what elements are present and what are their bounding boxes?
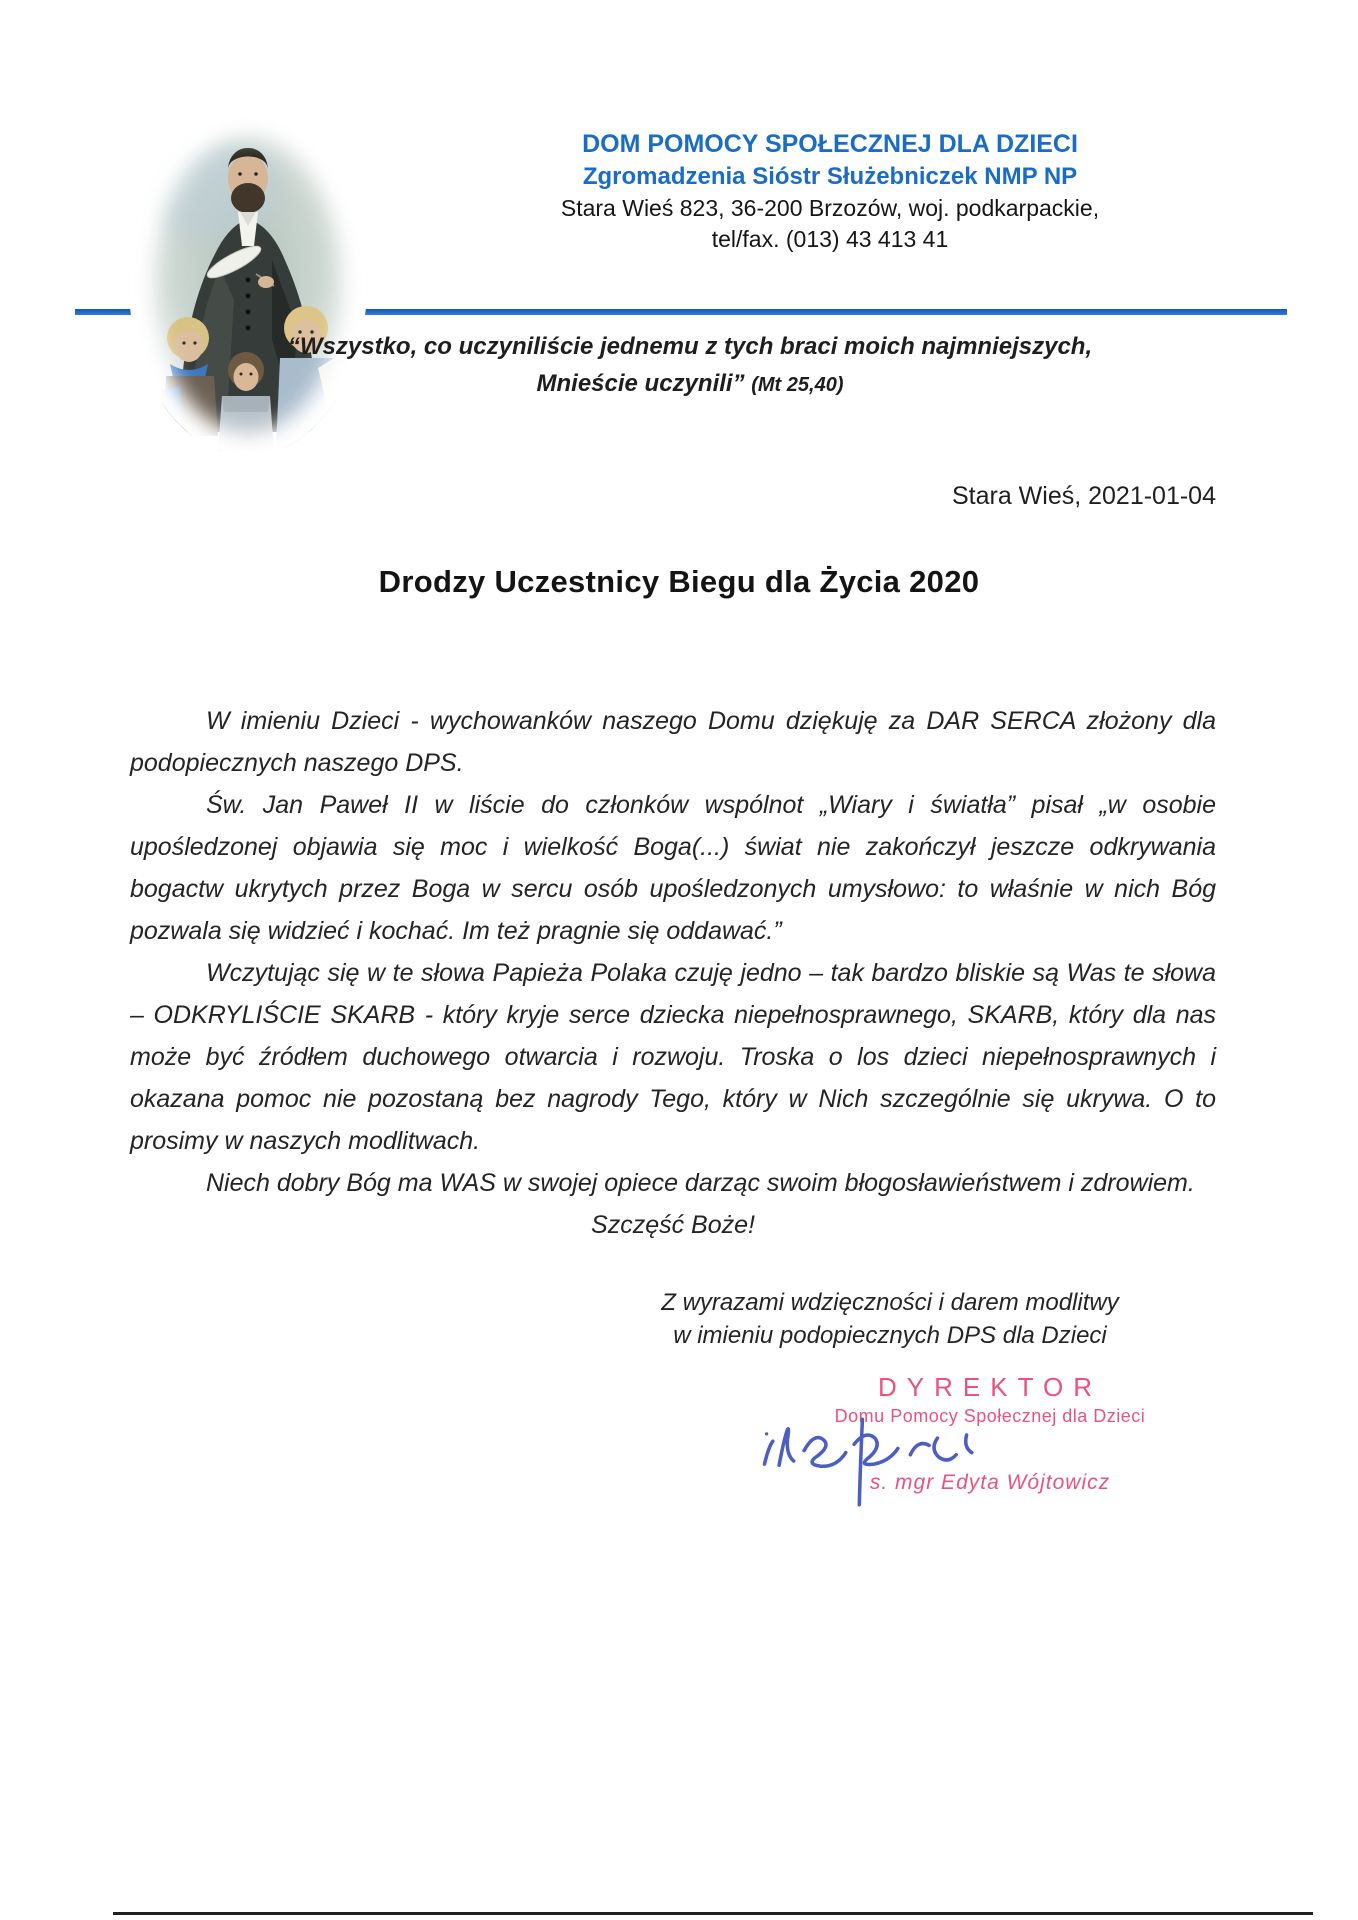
scripture-quote-line1: “Wszystko, co uczyniliście jednemu z tych braci moich najmniejszych, bbox=[287, 333, 1093, 360]
scripture-quote bbox=[280, 328, 1100, 404]
closing-line1: Z wyrazami wdzięczności i darem modlitwy bbox=[661, 1289, 1119, 1316]
signature-scribble bbox=[752, 1406, 1002, 1516]
letterhead bbox=[430, 128, 1230, 255]
body-paragraph: Niech dobry Bóg ma WAS w swojej opiece darząc swoim błogosławieństwem i zdrowiem. bbox=[206, 1169, 1195, 1197]
org-name-line2: Zgromadzenia Sióstr Służebniczek NMP NP bbox=[582, 163, 1078, 190]
scan-edge-line bbox=[113, 1912, 1313, 1915]
org-name-line1: DOM POMOCY SPOŁECZNEJ DLA DZIECI bbox=[582, 130, 1078, 158]
org-phone: tel/fax. (013) 43 413 41 bbox=[711, 226, 949, 252]
founder-portrait-image bbox=[122, 100, 374, 470]
scripture-quote-line2-text: Mnieście uczynili” bbox=[536, 370, 752, 397]
founder-portrait-svg bbox=[122, 100, 374, 470]
closing-line2: w imieniu podopiecznych DPS dla Dzieci bbox=[673, 1322, 1107, 1349]
stamp-org-line: Domu Pomocy Społecznej dla Dzieci bbox=[834, 1406, 1146, 1426]
org-address: Stara Wieś 823, 36-200 Brzozów, woj. podkarpackie, bbox=[560, 195, 1100, 221]
stamp-signer-name: s. mgr Edyta Wójtowicz bbox=[869, 1471, 1111, 1494]
scripture-quote-line2 bbox=[280, 365, 1100, 404]
body-paragraph: W imieniu Dzieci - wychowanków naszego Domu dziękuję za DAR SERCA złożony dla podopiecznych naszego DPS. bbox=[130, 707, 1216, 777]
body-paragraph: Wczytując się w te słowa Papieża Polaka czuję jedno – tak bardzo bliskie są Was te słowa – ODKRYLIŚCIE SKARB - który kryje serce dziecka niepełnosprawnego, SKARB, który dla nas może być źródłem duchowego otwarcia i rozwoju. Troska o los dzieci niepełnosprawnych i okazana pomoc nie pozostaną bez nagrody Tego, który w Nich szczególnie się ukrywa. O to prosimy w naszych modlitwach. bbox=[130, 959, 1216, 1155]
body-paragraph: Św. Jan Paweł II w liście do członków wspólnot „Wiary i światła” pisał „w osobie upośledzonej objawia się moc i wielkość Boga(...) świat nie zakończył jeszcze odkrywania bogactw ukrytych przez Boga w sercu osób upośledzonych umysłowo: to właśnie w nich Bóg pozwala się widzieć i kochać. Im też pragnie się oddawać.” bbox=[130, 791, 1216, 945]
stamp-role: DYREKTOR bbox=[878, 1372, 1102, 1402]
scripture-reference: (Mt 25,40) bbox=[751, 374, 844, 396]
closing-block bbox=[560, 1286, 1220, 1352]
dateline: Stara Wieś, 2021-01-04 bbox=[951, 482, 1216, 510]
blessing-line: Szczęść Boże! bbox=[591, 1211, 755, 1239]
letter-body bbox=[130, 700, 1216, 1246]
letter-title: Drodzy Uczestnicy Biegu dla Życia 2020 bbox=[378, 564, 980, 599]
